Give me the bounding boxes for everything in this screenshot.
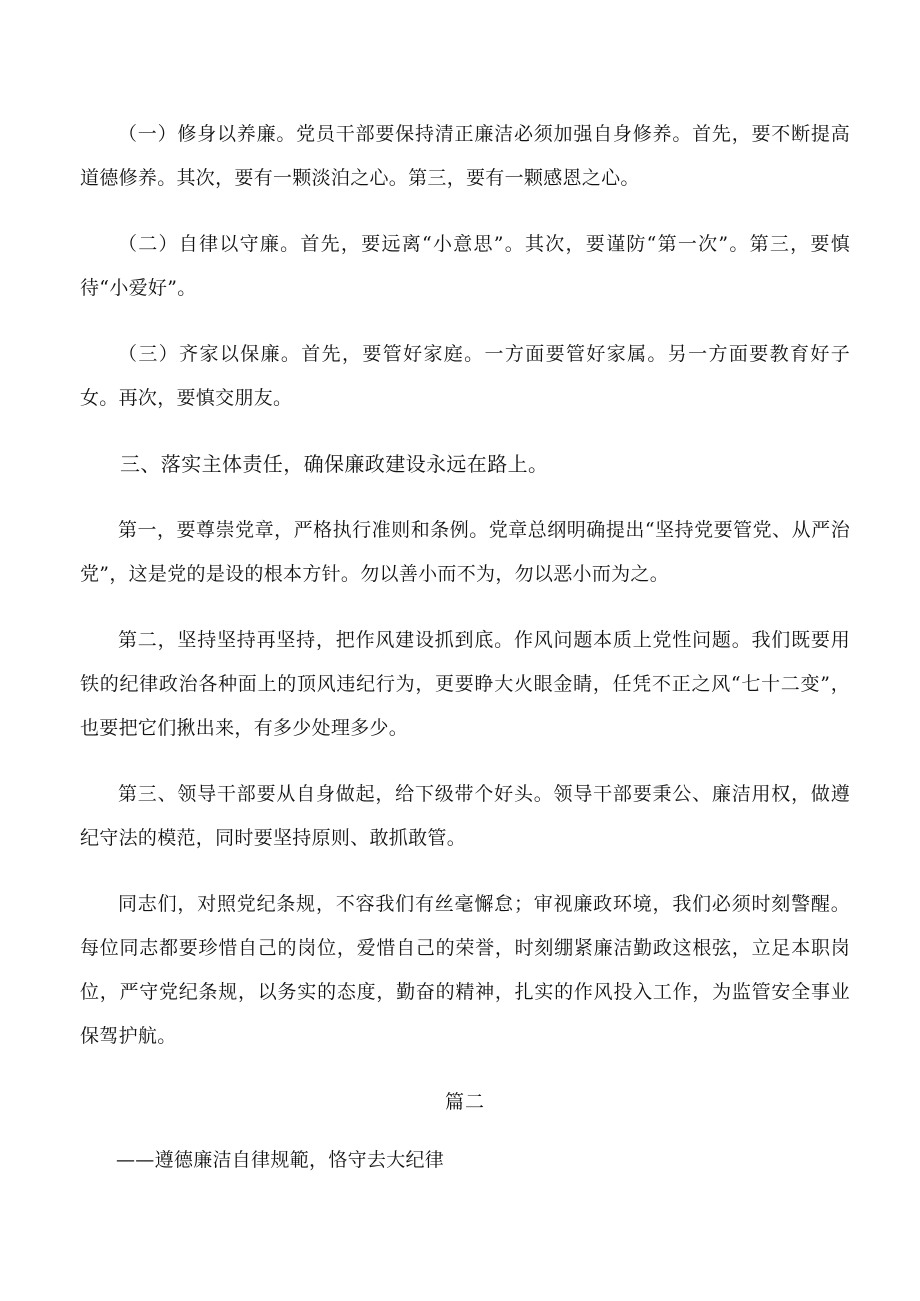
section-heading-three: 三、落实主体责任，确保廉政建设永远在路上。: [120, 452, 549, 476]
paragraph-conclusion: 同志们，对照党纪条规，不容我们有丝毫懈怠；审视廉政环境，我们必须时刻警醒。每位同志都要珍惜自己的岗位，爱惜自己的荣誉，时刻绷紧廉洁勤政这根弦，立足本职岗位，严守党纪条规，以务实的态度，勤奋的精神，扎实的作风投入工作，为监管安全事业保驾护航。: [80, 893, 850, 1047]
paragraph-family-integrity: （三）齐家以保廉。首先，要管好家庭。一方面要管好家属。另一方面要教育好子女。再次，要慎交朋友。: [80, 343, 850, 409]
document-page: [80, 112, 850, 1182]
paragraph-second-point: 第二，坚持坚持再坚持，把作风建设抓到底。作风问题本质上党性问题。我们既要用铁的纪律政治各种面上的顶风违纪行为，更要睁大火眼金睛，任凭不正之风“七十二变”，也要把它们揪出来，有多少处理多少。: [80, 629, 850, 739]
paragraph-third-point: 第三、领导干部要从自身做起，给下级带个好头。领导干部要秉公、廉洁用权，做遵纪守法的模范，同时要坚持原则、敢抓敢管。: [80, 783, 850, 849]
paragraph-self-discipline: （二）自律以守廉。首先，要远离“小意思”。其次，要谨防“第一次”。第三，要慎待“小爱好”。: [80, 233, 850, 299]
section-title: 篇二: [444, 1091, 485, 1113]
section-subtitle: ——遵德廉洁自律规範，恪守去大纪律: [116, 1149, 445, 1171]
paragraph-first-point: 第一，要尊崇党章，严格执行准则和条例。党章总纲明确提出“坚持党要管党、从严治党”，这是党的是设的根本方针。勿以善小而不为，勿以恶小而为之。: [80, 519, 850, 585]
paragraph-cultivate-integrity: （一）修身以养廉。党员干部要保持清正廉洁必须加强自身修养。首先，要不断提高道德修养。其次，要有一颗淡泊之心。第三，要有一颗感恩之心。: [80, 123, 850, 189]
